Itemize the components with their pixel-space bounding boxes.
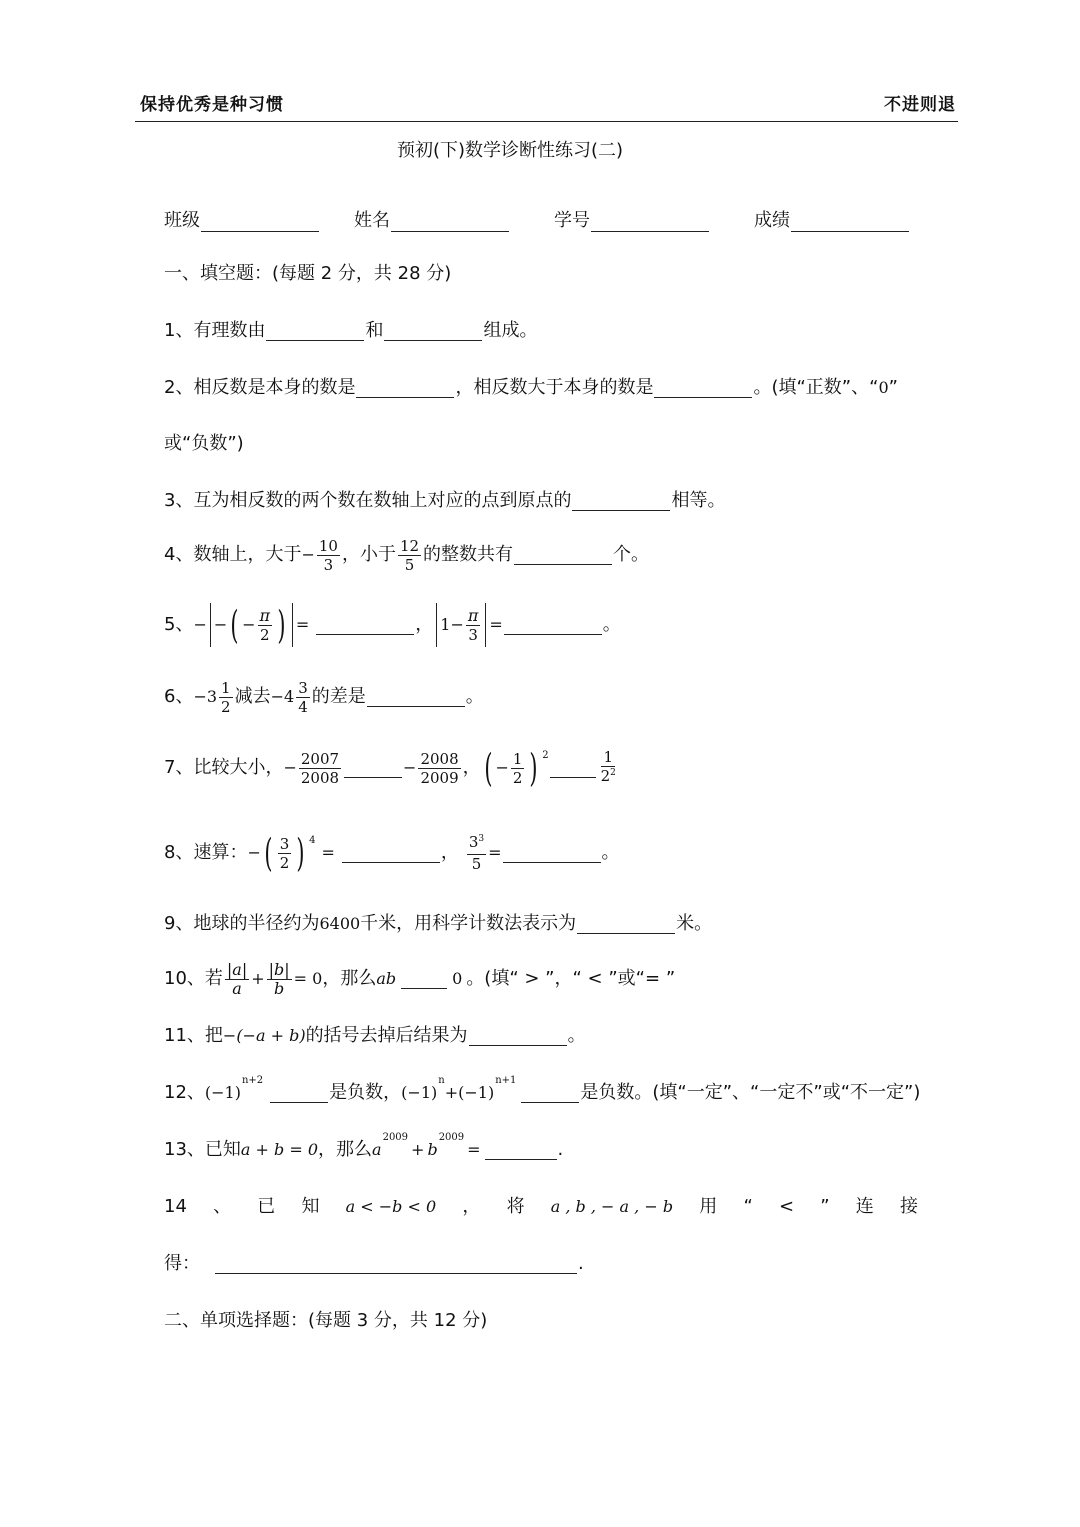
q14-condition: a < −b < 0 <box>345 1197 437 1216</box>
q14-token-8: 用 <box>699 1196 718 1217</box>
q10-equals-zero: = 0 <box>293 969 323 988</box>
q4-fraction-1 <box>317 537 340 574</box>
q10-zero: 0 <box>452 969 463 988</box>
q6-m2-den: 4 <box>298 697 308 716</box>
question-9 <box>164 912 712 936</box>
q5-equals-1: = <box>295 615 310 634</box>
q5-minus-4: − <box>450 615 464 634</box>
question-2-continued: 或“负数”) <box>164 433 244 454</box>
q6-label: 6、 <box>164 686 194 707</box>
q9-number: 6400 <box>319 914 361 933</box>
q4-fraction-2 <box>398 537 421 574</box>
q14-token-3: 知 <box>301 1196 320 1217</box>
q8-fraction-2 <box>467 833 486 873</box>
q7-f3-num: 1 <box>512 749 523 768</box>
q7-f2-num: 2008 <box>420 749 459 768</box>
q10-fraction-1 <box>225 961 249 998</box>
q12-plus: + <box>444 1083 459 1102</box>
q12-expr-1-exponent: n+2 <box>241 1075 264 1086</box>
q7-f4-den <box>599 767 618 788</box>
q6-m1-num: 1 <box>221 678 231 697</box>
q4-f2-den: 5 <box>404 555 415 574</box>
q14-token-2: 已 <box>257 1196 276 1217</box>
q6-mixed-1-fraction <box>219 679 233 716</box>
q14-token-10: < <box>778 1196 795 1217</box>
q1-blank-1[interactable] <box>266 322 364 341</box>
q4-f1-den: 3 <box>323 555 334 574</box>
q11-blank[interactable] <box>469 1027 567 1046</box>
student-id-blank[interactable] <box>591 213 709 232</box>
class-blank[interactable] <box>201 213 319 232</box>
question-14-continued <box>164 1252 584 1276</box>
header-left: 保持优秀是种习惯 <box>140 95 284 115</box>
q14-end: . <box>578 1253 584 1274</box>
class-field <box>164 206 354 232</box>
q4-f1-num: 10 <box>318 536 338 555</box>
q10-text-b: ，那么 <box>322 968 377 989</box>
q12-text-b: 是负数， <box>329 1082 402 1103</box>
score-label: 成绩 <box>754 210 790 231</box>
q10-text-c: 。(填“ > ”，“ < ”或“= ” <box>466 968 676 989</box>
q6-mixed-2-whole: −4 <box>270 687 295 706</box>
question-3 <box>164 489 725 513</box>
q5-pi-2: π <box>467 605 479 625</box>
question-8 <box>164 829 620 877</box>
q8-f2-den: 5 <box>471 855 482 873</box>
q4-text-a: 4、数轴上，大于 <box>164 544 302 565</box>
q8-minus: − <box>247 843 261 862</box>
q8-f2-num-base: 3 <box>468 833 479 851</box>
q5-abs-bar-1 <box>210 603 211 647</box>
name-label: 姓名 <box>354 210 390 231</box>
q8-f1-num: 3 <box>279 834 290 853</box>
q5-abs-bar-3 <box>436 603 437 647</box>
q10-fraction-2 <box>267 961 292 998</box>
q7-fraction-4 <box>599 748 618 788</box>
q14-token-12: 连 <box>855 1196 874 1217</box>
q13-text-a: 13、已知 <box>164 1139 241 1160</box>
q3-text-a: 3、互为相反数的两个数在数轴上对应的点到原点的 <box>164 490 572 511</box>
q14-blank[interactable] <box>215 1255 577 1274</box>
q13-condition: a + b = 0 <box>240 1140 319 1159</box>
q13-base-b: b <box>427 1140 438 1159</box>
q13-blank[interactable] <box>485 1141 557 1160</box>
q7-minus-2: − <box>403 758 417 777</box>
q9-blank[interactable] <box>577 915 675 934</box>
q5-separator: ， <box>415 614 434 635</box>
q8-f2-num-exponent: 3 <box>478 834 485 844</box>
q10-blank[interactable] <box>401 970 447 989</box>
q10-ab: ab <box>376 969 397 988</box>
q10-f1-den: a <box>232 978 242 998</box>
q14-terms: a , b , − a , − b <box>550 1197 674 1216</box>
q13-exponent-b: 2009 <box>438 1132 465 1143</box>
student-id-label: 学号 <box>554 210 590 231</box>
q7-f4-den-exponent: 2 <box>610 768 616 778</box>
q10-text-a: 10、若 <box>164 968 223 989</box>
header-right: 不进则退 <box>884 95 956 115</box>
question-12 <box>164 1075 921 1105</box>
q5-minus-1: − <box>193 615 207 634</box>
q2-text-b: ，相反数大于本身的数是 <box>455 377 654 398</box>
q13-base-a: a <box>372 1140 382 1159</box>
q2-text-d: ” <box>888 377 898 398</box>
q5-den-1: 2 <box>259 625 270 644</box>
q5-den-2: 3 <box>468 625 478 644</box>
q2-blank-2[interactable] <box>654 379 752 398</box>
q5-label: 5、 <box>164 614 194 635</box>
q6-text-c: 的差是 <box>311 686 366 707</box>
q13-plus: + <box>411 1140 425 1159</box>
q13-text-b: ，那么 <box>318 1139 373 1160</box>
q8-blank-1[interactable] <box>342 844 440 863</box>
q7-paren-open: ( <box>483 746 493 790</box>
q8-end: 。 <box>601 842 620 863</box>
score-field <box>754 206 910 232</box>
q11-text-b: 的括号去掉后结果为 <box>305 1025 468 1046</box>
q3-text-b: 相等。 <box>671 490 726 511</box>
question-1 <box>164 319 537 343</box>
q4-blank[interactable] <box>514 546 612 565</box>
score-blank[interactable] <box>791 213 909 232</box>
q7-minus-3: − <box>495 758 509 777</box>
q14-token-13: 接 <box>899 1196 918 1217</box>
name-field <box>354 206 554 232</box>
question-6 <box>164 674 484 720</box>
q4-minus: − <box>301 545 315 564</box>
q8-text-a: 8、速算： <box>164 842 248 863</box>
q6-mixed-1-whole: −3 <box>193 687 218 706</box>
q7-paren-close: ) <box>529 746 538 790</box>
q8-fraction-1 <box>278 835 292 872</box>
q12-label: 12、 <box>164 1082 205 1103</box>
q8-paren-open: ( <box>264 831 273 875</box>
page-title: 预初(下)数学诊断性练习(二) <box>396 140 624 161</box>
q7-f1-den: 2008 <box>300 768 340 787</box>
q1-text-c: 组成。 <box>483 320 538 341</box>
q12-expr-3: (−1) <box>458 1083 495 1102</box>
q12-text-c: 是负数。(填“一定”、“一定不”或“不一定”) <box>580 1082 921 1103</box>
q13-exponent-a: 2009 <box>382 1132 409 1143</box>
q8-separator: ， <box>440 842 459 863</box>
q4-f2-num: 12 <box>399 536 420 555</box>
q6-blank[interactable] <box>367 688 465 707</box>
section-1-heading: 一、填空题：(每题 2 分，共 28 分) <box>164 263 452 284</box>
q5-fraction-2 <box>466 607 481 644</box>
q12-blank-2[interactable] <box>521 1084 579 1103</box>
q8-paren-close: ) <box>296 831 305 875</box>
q5-end: 。 <box>602 614 621 635</box>
q14-token-6: 将 <box>506 1196 525 1217</box>
q11-text-a: 11、把 <box>164 1025 223 1046</box>
q5-pi-1: π <box>259 605 271 625</box>
question-5 <box>164 602 621 648</box>
q6-end: 。 <box>465 686 484 707</box>
q7-separator: ， <box>462 757 481 778</box>
student-id-field <box>554 206 754 232</box>
q12-blank-1[interactable] <box>270 1084 328 1103</box>
q3-blank[interactable] <box>572 492 670 511</box>
q1-text-a: 1、有理数由 <box>164 320 266 341</box>
q7-minus-1: − <box>283 758 297 777</box>
q10-f2-num: |b| <box>268 959 290 979</box>
q8-f2-num <box>467 833 486 855</box>
q6-text-b: 减去 <box>234 686 271 707</box>
q12-expr-3-exponent: n+1 <box>495 1075 517 1086</box>
q14-token-5: ， <box>462 1196 481 1217</box>
q7-blank-1[interactable] <box>344 759 402 778</box>
q4-text-d: 个。 <box>613 544 650 565</box>
q7-f4-num: 1 <box>603 748 614 766</box>
q2-blank-1[interactable] <box>356 379 454 398</box>
q10-f2-den: b <box>274 978 285 998</box>
q7-fraction-2 <box>418 750 460 787</box>
q11-end: 。 <box>567 1025 586 1046</box>
q5-equals-2: = <box>489 615 503 634</box>
q11-expression: −(−a + b) <box>222 1026 306 1045</box>
q10-plus: + <box>251 969 265 988</box>
header-divider <box>135 121 958 122</box>
q9-text-a: 9、地球的半径约为 <box>164 913 320 934</box>
q7-f4-den-base: 2 <box>600 767 611 785</box>
q5-paren-close: ) <box>277 603 286 647</box>
q9-text-c: 米。 <box>676 913 713 934</box>
q8-equals-2: = <box>488 843 502 862</box>
q7-f3-den: 2 <box>512 768 523 787</box>
q5-blank-1[interactable] <box>316 616 414 635</box>
q7-blank-2[interactable] <box>550 759 596 778</box>
student-info-row <box>164 206 910 232</box>
question-2 <box>164 376 898 400</box>
q14-cont-label: 得： <box>164 1253 200 1274</box>
q5-one: 1 <box>440 615 451 634</box>
q12-expr-2: (−1) <box>401 1083 438 1102</box>
q6-mixed-2-fraction <box>296 679 310 716</box>
question-11 <box>164 1024 586 1048</box>
q4-text-b: ，小于 <box>341 544 396 565</box>
q7-fraction-1 <box>299 750 341 787</box>
class-label: 班级 <box>164 210 200 231</box>
q14-token-9: “ <box>743 1196 753 1217</box>
question-7 <box>164 744 620 792</box>
q6-m1-den: 2 <box>221 697 231 716</box>
q13-equals: = <box>467 1140 481 1159</box>
q1-text-b: 和 <box>365 320 384 341</box>
q2-zero: 0 <box>878 378 889 397</box>
q7-f3-exponent: 2 <box>542 750 549 761</box>
question-13 <box>164 1132 564 1162</box>
q5-minus-3: − <box>242 615 256 634</box>
name-blank[interactable] <box>391 213 509 232</box>
q2-text-a: 2、相反数是本身的数是 <box>164 377 356 398</box>
q9-text-b: 千米，用科学计数法表示为 <box>360 913 577 934</box>
q14-label: 14 <box>164 1196 187 1217</box>
q1-blank-2[interactable] <box>384 322 482 341</box>
q5-fraction-1 <box>258 607 273 644</box>
q6-m2-num: 3 <box>298 678 308 697</box>
q14-token-1: 、 <box>213 1196 232 1217</box>
q5-paren-open: ( <box>230 603 239 647</box>
q7-f1-num: 2007 <box>300 749 340 768</box>
q2-text-c: 。(填“正数”、“ <box>753 377 879 398</box>
q12-expr-2-exponent: n <box>438 1075 445 1086</box>
question-14 <box>164 1195 918 1219</box>
question-4 <box>164 532 649 578</box>
q13-end: . <box>557 1139 564 1160</box>
q8-f1-den: 2 <box>279 853 290 872</box>
q5-minus-2: − <box>213 615 228 634</box>
q8-equals-1: = <box>321 843 335 862</box>
q12-expr-1: (−1) <box>204 1083 241 1102</box>
section-2-heading: 二、单项选择题：(每题 3 分，共 12 分) <box>164 1310 488 1331</box>
q5-blank-2[interactable] <box>504 616 602 635</box>
q5-abs-bar-2 <box>292 603 293 647</box>
q4-text-c: 的整数共有 <box>423 544 514 565</box>
q10-f1-num: |a| <box>226 959 248 979</box>
q8-blank-2[interactable] <box>503 844 601 863</box>
q7-text-a: 7、比较大小， <box>164 757 284 778</box>
q14-token-11: ” <box>820 1196 830 1217</box>
q7-fraction-3 <box>511 750 525 787</box>
question-10 <box>164 956 675 1002</box>
q7-f2-den: 2009 <box>420 768 459 787</box>
q8-f1-exponent: 4 <box>309 835 316 846</box>
q5-abs-bar-4 <box>485 603 486 647</box>
